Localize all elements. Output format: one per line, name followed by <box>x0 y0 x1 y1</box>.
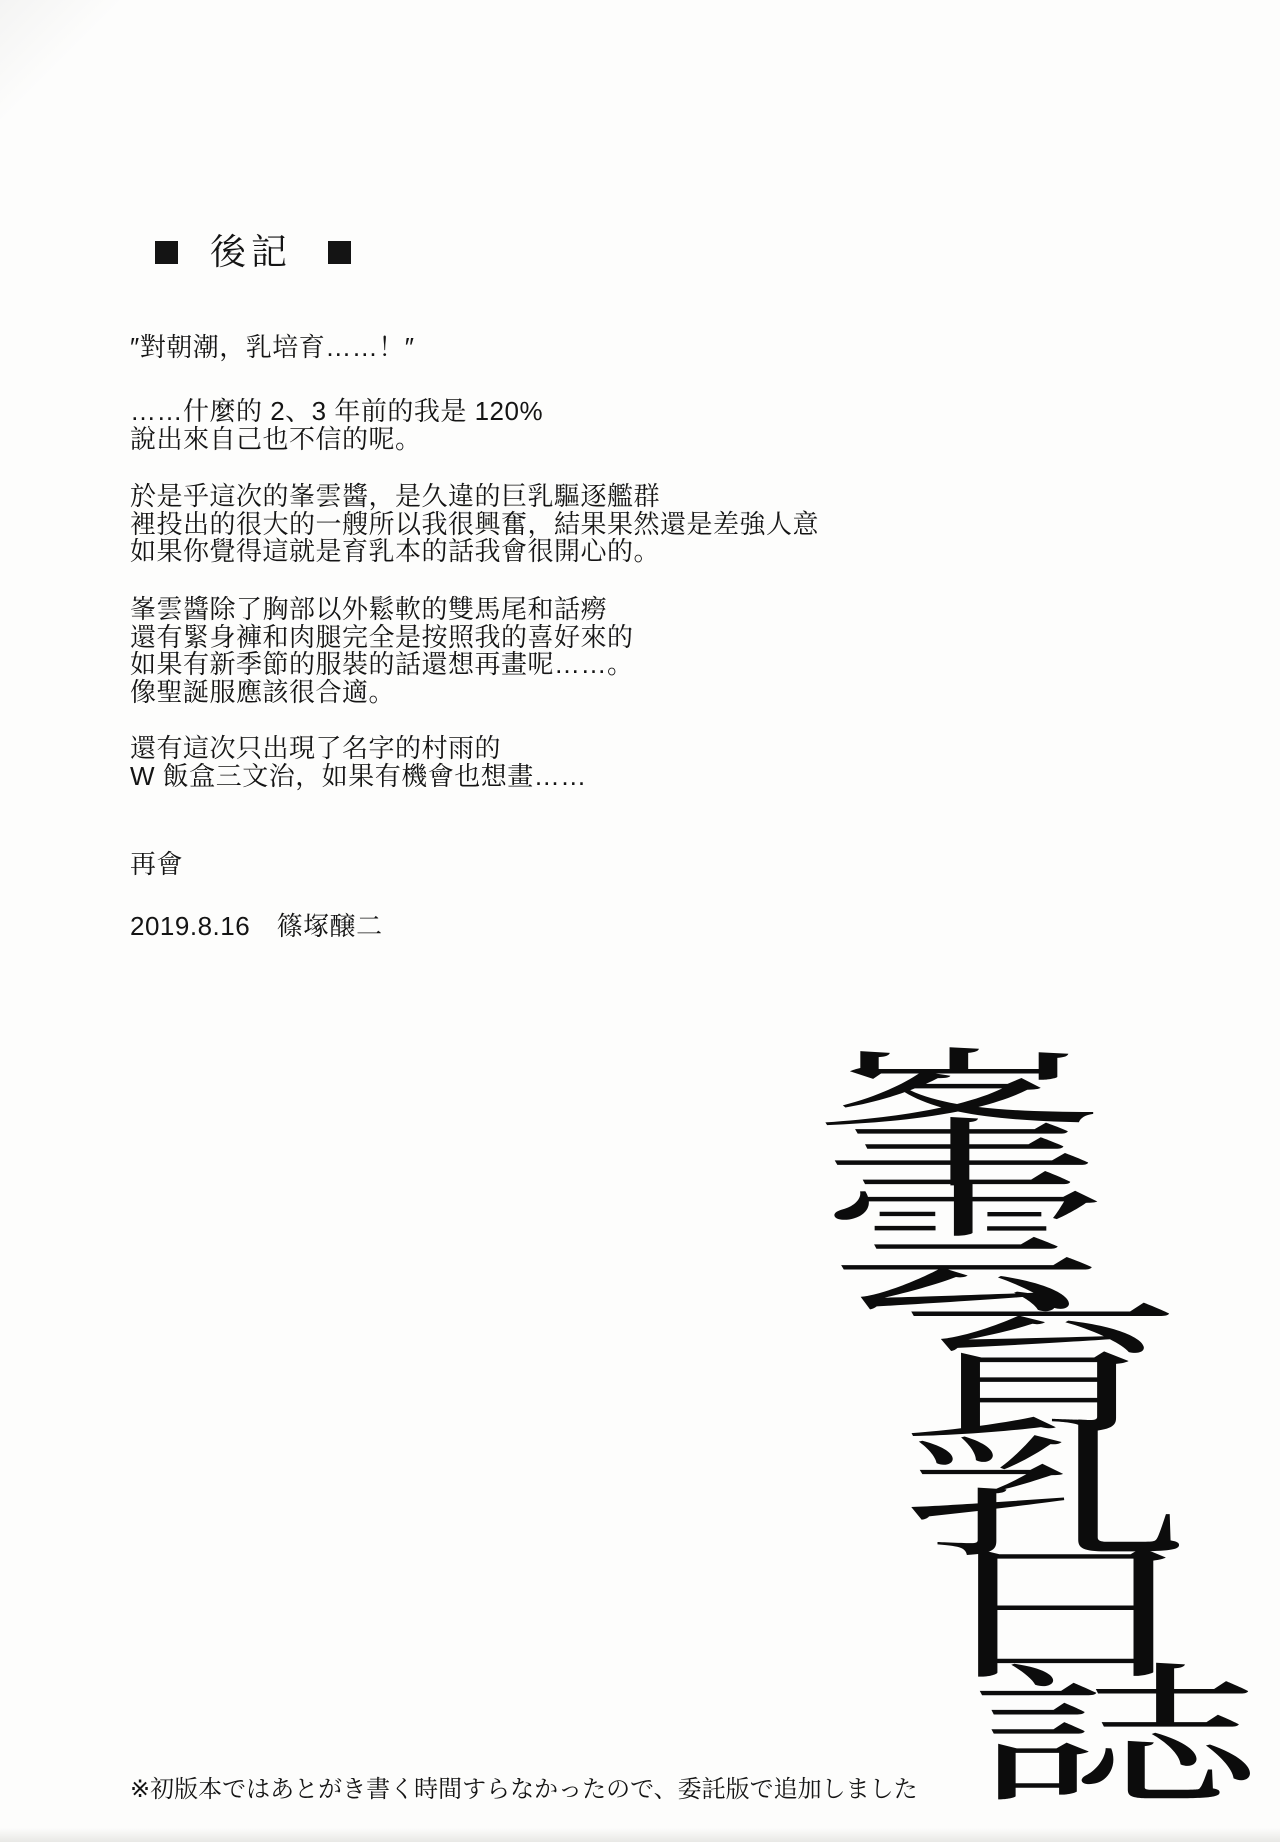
paragraph-preferences <box>130 596 634 706</box>
text-line: 說出來自己也不信的呢。 <box>130 423 422 454</box>
text-line: 於是乎這次的峯雲醬，是久違的巨乳驅逐艦群 <box>130 481 661 511</box>
text-line: 如果你覺得這就是育乳本的話我會很開心的。 <box>130 536 661 567</box>
text-line: ……什麼的 2、3 年前的我是 120% <box>130 396 544 426</box>
text-line: 如果有新季節的服裝的話還想再畫呢……。 <box>130 649 634 680</box>
text-line: 像聖誕服應該很合適。 <box>130 676 396 707</box>
text-line: ″對朝潮，乳培育……！″ <box>130 332 415 362</box>
paragraph-minegumo <box>130 483 819 566</box>
text-line: 峯雲醬除了胸部以外鬆軟的雙馬尾和話癆 <box>130 594 608 624</box>
text-line: 裡投出的很大的一艘所以我很興奮，結果果然還是差強人意 <box>130 508 820 539</box>
scan-edge-shadow <box>0 1828 1280 1842</box>
paragraph-intro <box>130 398 543 453</box>
section-title: 後記 <box>210 231 293 272</box>
title-char-kumo: 雲 <box>819 1162 1111 1330</box>
title-char-nichi: 日 <box>919 1531 1211 1699</box>
left-square-bullet-icon <box>155 241 178 264</box>
farewell-text: 再會 <box>130 849 184 879</box>
title-char-mine: 峯 <box>814 1039 1106 1207</box>
date-signature: 2019.8.16 篠塚醸二 <box>130 911 383 941</box>
title-char-shi: 誌 <box>969 1654 1261 1822</box>
right-square-bullet-icon <box>328 241 351 264</box>
consignment-edition-footnote: ※初版本ではあとがき書く時間すらなかったので、委託版で追加しました <box>130 1776 918 1803</box>
section-header <box>155 233 351 271</box>
title-char-iku: 育 <box>894 1285 1186 1453</box>
text-line: 還有緊身褲和肉腿完全是按照我的喜好來的 <box>130 621 634 652</box>
text-line: W 飯盒三文治，如果有機會也想畫…… <box>130 760 587 791</box>
text-line: 還有這次只出現了名字的村雨的 <box>130 733 502 763</box>
paragraph-murasame <box>130 735 587 790</box>
title-char-nyuu: 乳 <box>899 1408 1191 1576</box>
paragraph-quote <box>130 334 414 362</box>
